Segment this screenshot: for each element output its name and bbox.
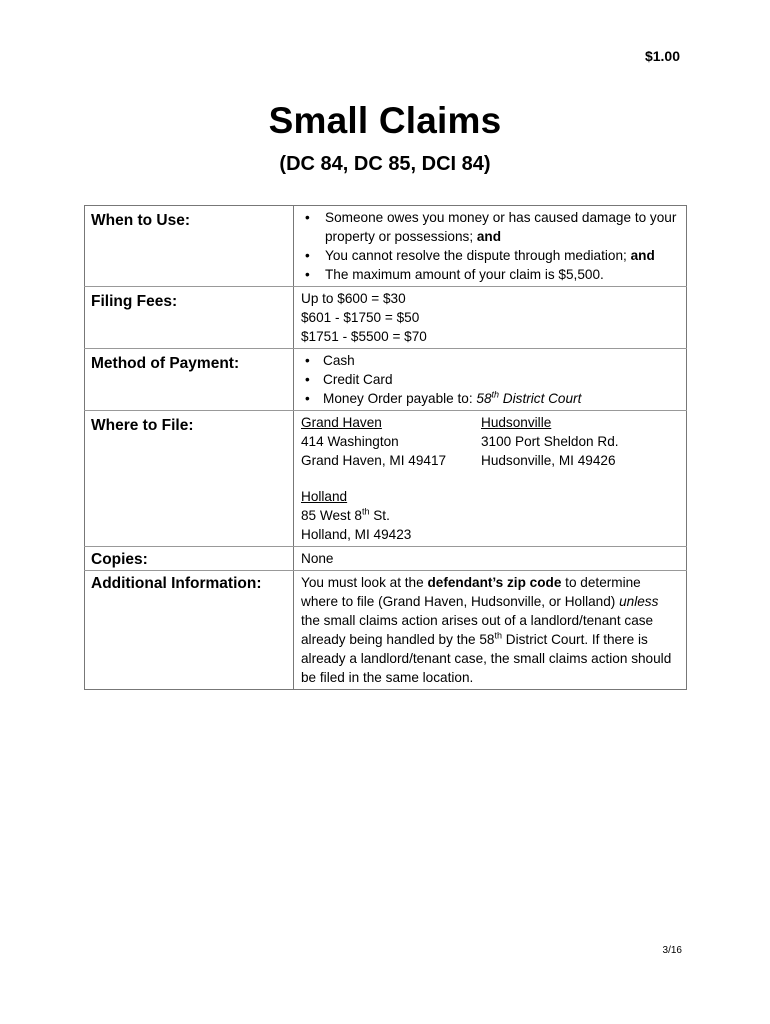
payment-list — [301, 351, 680, 408]
additional-text-3: the small claims action arises out of a landlord/tenant case already being handled by the 58 — [301, 613, 654, 647]
value-cell — [294, 411, 687, 547]
additional-text-italic: unless — [619, 594, 659, 609]
page-number: 3/16 — [662, 945, 682, 956]
fees-label: Filing Fees: — [91, 293, 178, 310]
payment-item-2: Credit Card — [323, 372, 393, 387]
holland-street-rest: St. — [369, 508, 390, 523]
payment-item-1: Cash — [323, 353, 355, 368]
additional-text-4: District Court. If there is already a landlord/tenant case, the small claims action should be filed in the same location. — [301, 632, 672, 685]
when-item-2: You cannot resolve the dispute through mediation; — [325, 248, 631, 263]
label-cell — [85, 287, 294, 349]
fee-line-1: Up to $600 = $30 — [301, 291, 406, 306]
list-item — [301, 351, 680, 370]
list-item — [301, 246, 680, 265]
row-filing-fees — [85, 287, 687, 349]
hudsonville-address — [481, 413, 619, 470]
label-cell — [85, 547, 294, 571]
value-cell — [294, 547, 687, 571]
row-copies — [85, 547, 687, 571]
row-method-of-payment — [85, 349, 687, 411]
when-label: When to Use: — [91, 212, 191, 229]
additional-text-1: You must look at the — [301, 575, 428, 590]
grand-haven-address — [301, 413, 481, 470]
hudsonville-name: Hudsonville — [481, 415, 552, 430]
additional-text-bold: defendant’s zip code — [427, 575, 562, 590]
copies-value: None — [301, 551, 334, 566]
payment-item-3-sup: th — [491, 389, 500, 400]
holland-street-prefix: 85 West 8 — [301, 508, 362, 523]
price-label: $1.00 — [644, 48, 680, 64]
payment-item-3: Money Order payable to: — [323, 391, 477, 406]
row-when-to-use — [85, 206, 687, 287]
list-item — [301, 370, 680, 389]
list-item — [301, 389, 680, 408]
fee-line-2: $601 - $1750 = $50 — [301, 310, 420, 325]
when-item-1-bold: and — [476, 229, 502, 244]
holland-city: Holland, MI 49423 — [301, 527, 412, 542]
fee-line-3: $1751 - $5500 = $70 — [301, 329, 427, 344]
value-cell — [294, 349, 687, 411]
grand-haven-name: Grand Haven — [301, 415, 382, 430]
additional-text — [301, 573, 680, 687]
info-table — [84, 205, 687, 690]
label-cell — [85, 411, 294, 547]
grand-haven-street: 414 Washington — [301, 434, 399, 449]
value-cell — [294, 287, 687, 349]
label-cell — [85, 349, 294, 411]
list-item — [301, 265, 680, 284]
payment-item-3-num: 58 — [476, 391, 492, 406]
address-pair — [301, 413, 680, 470]
value-cell — [294, 571, 687, 690]
payment-label: Method of Payment: — [91, 355, 240, 372]
additional-text-sup: th — [494, 630, 503, 641]
additional-label: Additional Information: — [91, 575, 262, 592]
payment-item-3-rest: District Court — [499, 391, 582, 406]
when-item-3: The maximum amount of your claim is $5,500. — [325, 267, 604, 282]
hudsonville-city: Hudsonville, MI 49426 — [481, 453, 616, 468]
when-item-2-bold: and — [630, 248, 655, 263]
list-item — [301, 208, 680, 246]
label-cell — [85, 571, 294, 690]
when-list — [301, 208, 680, 284]
where-label: Where to File: — [91, 417, 194, 434]
holland-street-sup: th — [361, 506, 370, 517]
copies-label: Copies: — [91, 551, 148, 568]
when-item-1: Someone owes you money or has caused damage to your property or possessions; — [325, 210, 677, 244]
value-cell — [294, 206, 687, 287]
row-additional-information — [85, 571, 687, 690]
grand-haven-city: Grand Haven, MI 49417 — [301, 453, 447, 468]
page-title: Small Claims — [268, 100, 502, 141]
hudsonville-street: 3100 Port Sheldon Rd. — [481, 434, 619, 449]
holland-name: Holland — [301, 489, 348, 504]
holland-street — [301, 506, 680, 525]
holland-address — [301, 487, 680, 544]
additional-text-2: to determine where to file (Grand Haven, Hudsonville, or Holland) — [301, 575, 641, 609]
label-cell — [85, 206, 294, 287]
form-numbers: (DC 84, DC 85, DCI 84) — [279, 153, 491, 175]
row-where-to-file — [85, 411, 687, 547]
